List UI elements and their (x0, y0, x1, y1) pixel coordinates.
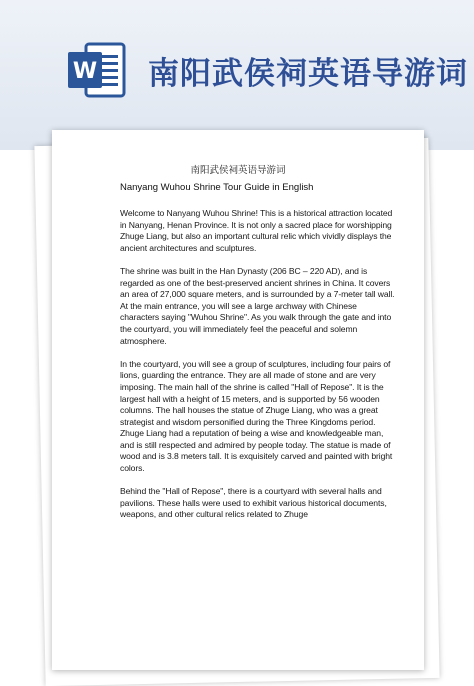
document-heading: 南阳武侯祠英语导游词 (190, 165, 286, 176)
logo-letter: W (72, 59, 98, 84)
word-document-icon (64, 38, 128, 102)
paragraph: Welcome to Nanyang Wuhou Shrine! This is a historical attraction located in Nanyang, Henan Province. It is not only a sacred place for worshipping Zhuge Liang, but also an important cultural relic which vividly displays the ancient architectures and sculptures. (120, 208, 393, 253)
paragraph: In the courtyard, you will see a group of sculptures, including four pairs of lions, guarding the entrance. They are all made of stone and are very imposing. The main hall of the shrine is called "Hall of Repose". It is the largest hall with a height of 15 meters, and is supported by 56 wooden columns. The hall houses the statue of Zhuge Liang, who was a great strategist and wisdom personified during the Three Kingdoms period. Zhuge Liang had a reputation of being a wise and knowledgeable man, and is still respected and admired by people today. The statue is made of wood and is 3.8 meters tall. It is exquisitely carved and painted with bright colors. (120, 358, 393, 474)
banner-title: 南阳武侯祠英语导游词 (148, 56, 468, 92)
document-page (52, 130, 424, 670)
paragraph: The shrine was built in the Han Dynasty (206 BC – 220 AD), and is regarded as one of the best-preserved ancient shrines in China. It covers an area of 27,000 square meters, and is surrounded by a 7-meter tall wall. At the main entrance, you will see a large archway with Chinese characters saying "Wuhou Shrine". As you walk through the gate and into the courtyard, you will immediately feel the peaceful and solemn atmosphere. (120, 265, 395, 346)
document-subtitle: Nanyang Wuhou Shrine Tour Guide in English (120, 182, 314, 193)
banner (0, 0, 474, 150)
paragraph: Behind the "Hall of Repose", there is a courtyard with several halls and pavilions. These halls were used to exhibit various historical documents, weapons, and other cultural relics related to Zhuge (120, 486, 387, 520)
document-body (120, 208, 396, 533)
